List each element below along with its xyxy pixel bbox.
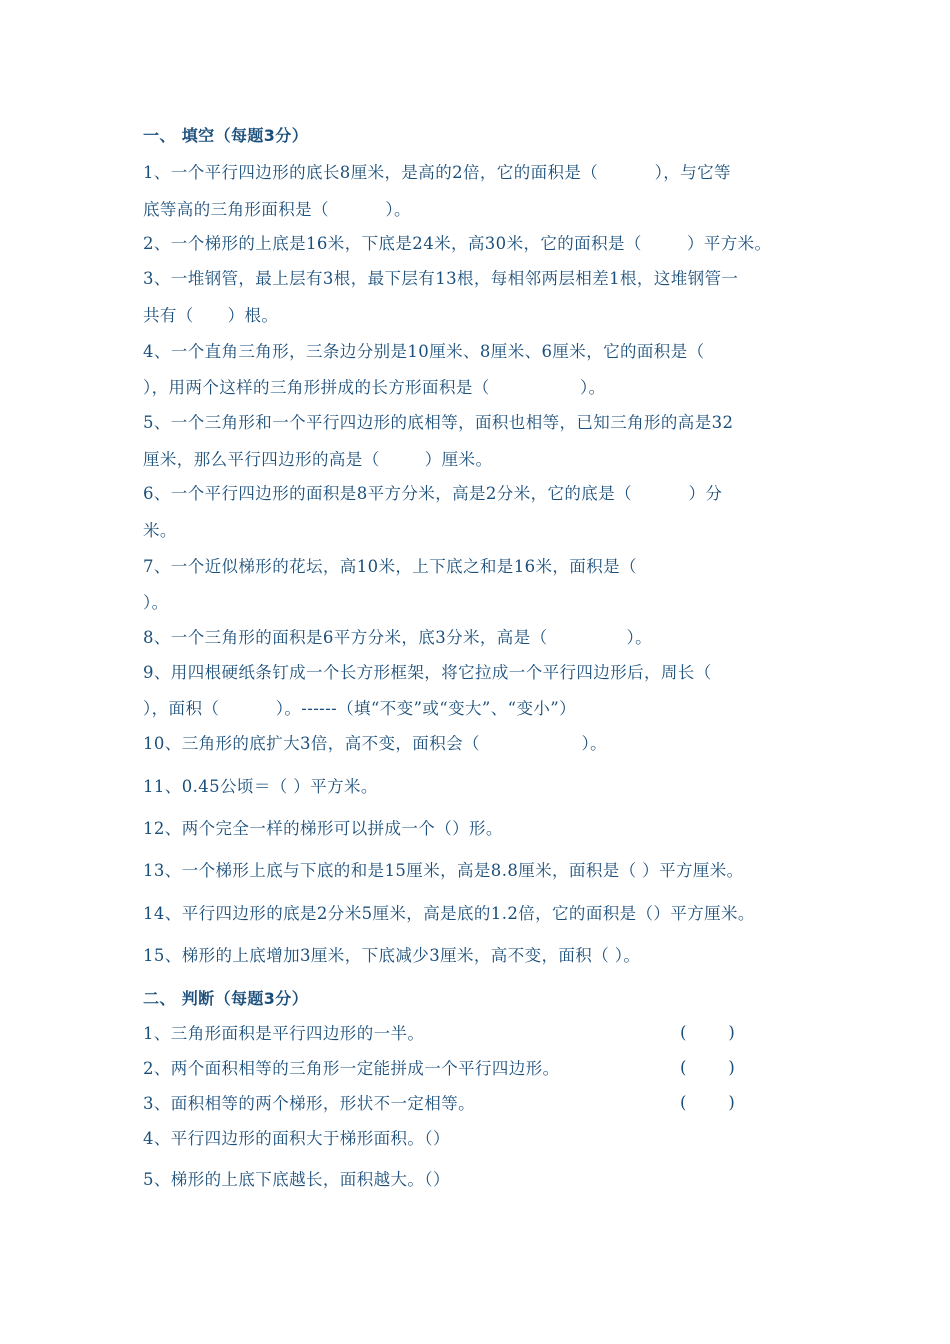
q6-line2: 米。 — [143, 521, 177, 540]
q1-line2: 底等高的三角形面积是（ ）。 — [143, 200, 411, 219]
q11-line1: 11、0.45公顷＝（ ）平方米。 — [143, 777, 378, 796]
q4-line1: 4、一个直角三角形，三条边分别是10厘米、8厘米、6厘米，它的面积是（ — [143, 342, 705, 361]
q10-line1: 10、三角形的底扩大3倍，高不变，面积会（ ）。 — [143, 734, 608, 753]
q3-line2: 共有（ ）根。 — [143, 306, 279, 325]
q13-line1: 13、一个梯形上底与下底的和是15厘米，高是8.8厘米，面积是（ ）平方厘米。 — [143, 861, 744, 880]
judge-item-1: 1、三角形面积是平行四边形的一半。 — [143, 1024, 425, 1043]
judge-item-2: 2、两个面积相等的三角形一定能拼成一个平行四边形。 — [143, 1059, 560, 1078]
q3-line1: 3、一堆钢管，最上层有3根，最下层有13根，每相邻两层相差1根，这堆钢管一 — [143, 269, 739, 288]
judge-item-4: 4、平行四边形的面积大于梯形面积。（） — [143, 1129, 450, 1148]
q5-line1: 5、一个三角形和一个平行四边形的底相等，面积也相等，已知三角形的高是32 — [143, 413, 734, 432]
q15-line1: 15、梯形的上底增加3厘米，下底减少3厘米，高不变，面积（ ）。 — [143, 946, 641, 965]
judge-item-5: 5、梯形的上底下底越长，面积越大。（） — [143, 1170, 450, 1189]
q12-line1: 12、两个完全一样的梯形可以拼成一个（）形。 — [143, 819, 503, 838]
q6-line1: 6、一个平行四边形的面积是8平方分米，高是2分米，它的底是（ ）分 — [143, 484, 723, 503]
judge-bracket-2: ( ) — [680, 1058, 735, 1077]
q7-line2: ）。 — [143, 593, 169, 612]
q1-line1: 1、一个平行四边形的底长8厘米，是高的2倍，它的面积是（ ），与它等 — [143, 163, 731, 182]
judge-bracket-3: ( ) — [680, 1093, 735, 1112]
q14-line1: 14、平行四边形的底是2分米5厘米，高是底的1.2倍，它的面积是（）平方厘米。 — [143, 904, 755, 923]
q4-line2: ），用两个这样的三角形拼成的长方形面积是（ ）。 — [143, 378, 606, 397]
q9-line1: 9、用四根硬纸条钉成一个长方形框架，将它拉成一个平行四边形后，周长（ — [143, 663, 712, 682]
q9-line2: ），面积（ ）。------（填“不变”或“变大”、“变小”） — [143, 699, 577, 718]
section2-heading: 二、 判断（每题3分） — [143, 989, 309, 1008]
q8-line1: 8、一个三角形的面积是6平方分米，底3分米，高是（ ）。 — [143, 628, 653, 647]
judge-item-3: 3、面积相等的两个梯形，形状不一定相等。 — [143, 1094, 475, 1113]
section1-heading: 一、 填空（每题3分） — [143, 126, 309, 145]
q2-line1: 2、一个梯形的上底是16米，下底是24米，高30米，它的面积是（ ）平方米。 — [143, 234, 772, 253]
q5-line2: 厘米，那么平行四边形的高是（ ）厘米。 — [143, 450, 493, 469]
judge-bracket-1: ( ) — [680, 1023, 735, 1042]
q7-line1: 7、一个近似梯形的花坛，高10米，上下底之和是16米，面积是（ — [143, 557, 637, 576]
